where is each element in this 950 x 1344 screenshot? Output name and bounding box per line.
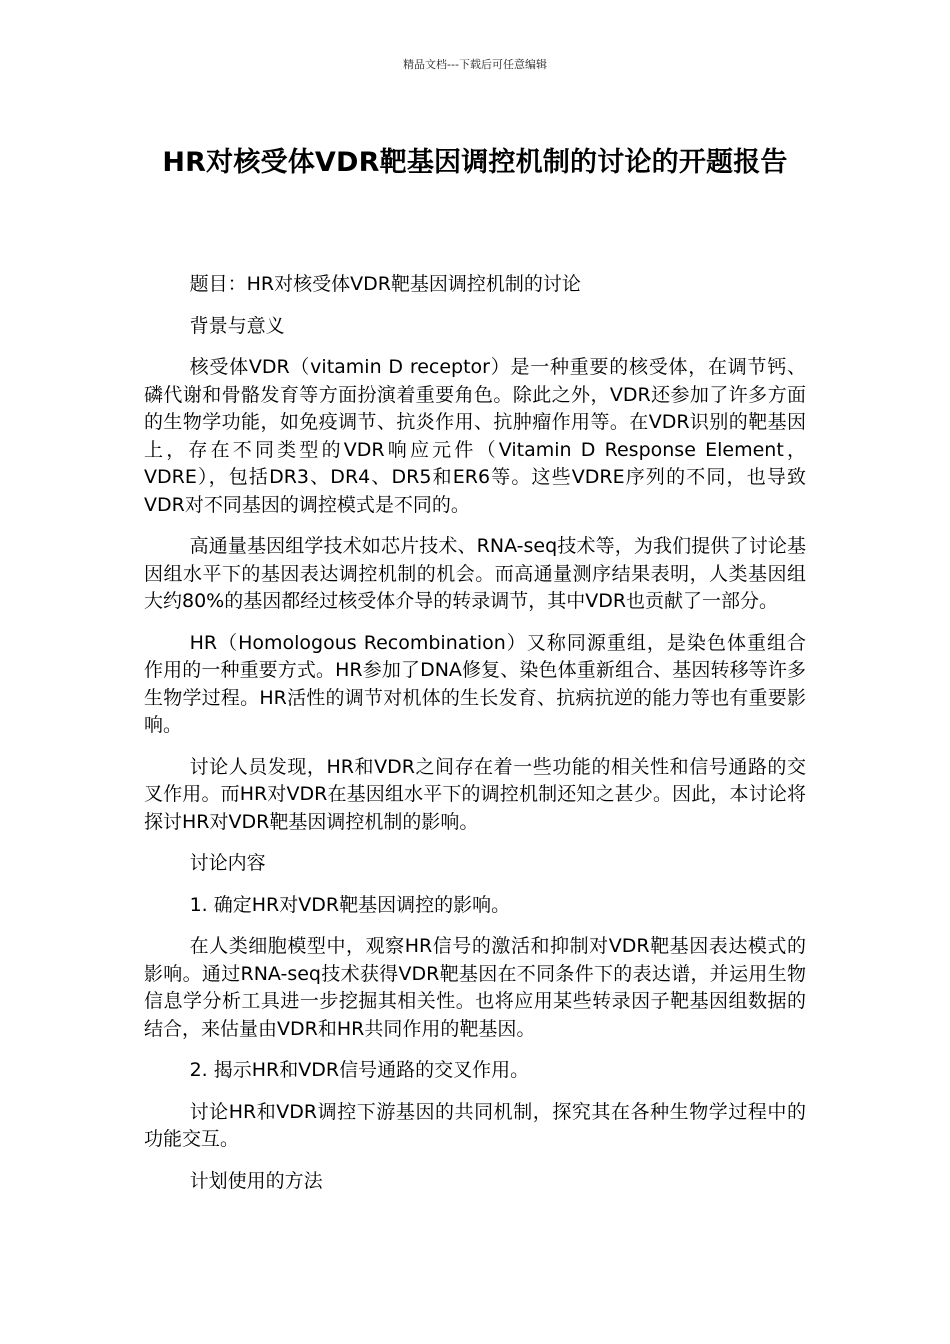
header-note: 精品文档---下载后可任意编辑 xyxy=(403,58,547,71)
section-heading-content: 讨论内容 xyxy=(189,852,266,874)
aim-1-heading: 1. 确定HR对VDR靶基因调控的影响。 xyxy=(189,893,511,916)
section-heading-background: 背景与意义 xyxy=(189,314,285,337)
paragraph-high-throughput: 高通量基因组学技术如芯片技术、RNA-seq技术等，为我们提供了讨论基因组水平下的基因表达调控机制的机会。而高通量测序结果表明，人类基因组大约80%的基因都经过核受体介导的转录调节，其中VDR也贡献了一部分。 xyxy=(144,535,806,612)
document-title: HR对核受体VDR靶基因调控机制的讨论的开题报告 xyxy=(162,147,788,178)
topic-line: 题目：HR对核受体VDR靶基因调控机制的讨论 xyxy=(189,273,581,295)
paragraph-vdr-intro: 核受体VDR（vitamin D receptor）是一种重要的核受体，在调节钙、磷代谢和骨骼发育等方面扮演着重要角色。除此之外，VDR还参加了许多方面的生物学功能，如免疫调节、抗炎作用、抗肿瘤作用等。在VDR识别的靶基因上，存在不同类型的VDR响应元件（Vitamin D Response Element，VDRE），包括DR3、DR4、DR5和ER6等。这些VDRE序列的不同，也导致VDR对不同基因的调控模式是不同的。 xyxy=(144,356,806,516)
document-body xyxy=(144,271,806,1209)
aim-2-heading: 2. 揭示HR和VDR信号通路的交叉作用。 xyxy=(189,1059,530,1081)
paragraph-aim-2: 讨论HR和VDR调控下游基因的共同机制，探究其在各种生物学过程中的功能交互。 xyxy=(144,1100,806,1150)
paragraph-hr-intro: HR（Homologous Recombination）又称同源重组，是染色体重组合作用的一种重要方式。HR参加了DNA修复、染色体重新组合、基因转移等许多生物学过程。HR活性的调节对机体的生长发育、抗病抗逆的能力等也有重要影响。 xyxy=(144,631,806,736)
paragraph-aim-1: 在人类细胞模型中，观察HR信号的激活和抑制对VDR靶基因表达模式的影响。通过RNA-seq技术获得VDR靶基因在不同条件下的表达谱，并运用生物信息学分析工具进一步挖掘其相关性。也将应用某些转录因子靶基因组数据的结合，来估量由VDR和HR共同作用的靶基因。 xyxy=(144,935,806,1040)
paragraph-research-gap: 讨论人员发现，HR和VDR之间存在着一些功能的相关性和信号通路的交叉作用。而HR对VDR在基因组水平下的调控机制还知之甚少。因此，本讨论将探讨HR对VDR靶基因调控机制的影响。 xyxy=(144,755,806,833)
section-heading-methods: 计划使用的方法 xyxy=(189,1169,323,1192)
